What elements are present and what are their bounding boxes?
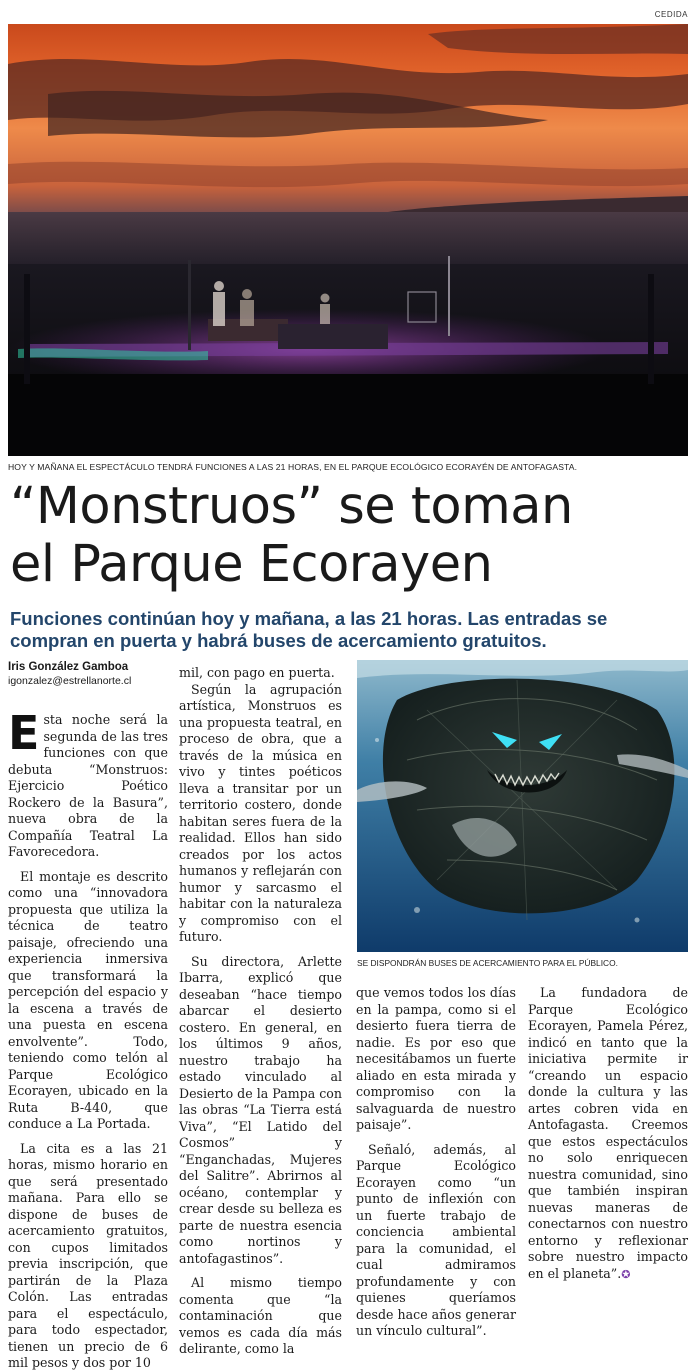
headline-line-2: el Parque Ecorayen <box>10 535 493 594</box>
author-email: igonzalez@estrellanorte.cl <box>8 675 132 687</box>
headline <box>10 478 690 594</box>
article-paragraph: Su directora, Arlette Ibarra, explicó que deseaban “hace tiempo abarcar el desierto costero. En general, en los últimos 9 años, nuestro trabajo ha estado vinculado al Desierto de la Pampa con las obras “La Tierra está Viva”, “El Latido del Cosmos” y “Enganchadas, Mujeres del Salitre”. Abrirnos al océano, contemplar y crear desde su belleza es parte de nuestra esencia como nortinos y antofagastinos”. <box>179 953 342 1266</box>
author-name: Iris González Gamboa <box>8 661 129 673</box>
article-paragraph <box>8 706 168 861</box>
subheadline: Funciones continúan hoy y mañana, a las 21 horas. Las entradas se compran en puerta y habrá buses de acercamiento gratuitos. <box>10 608 608 651</box>
article-paragraph <box>528 985 688 1283</box>
article-paragraph: mil, con pago en puerta. <box>179 665 335 680</box>
photo-sunset-stage <box>8 24 688 456</box>
photo-caption-mid: SE DISPONDRÁN BUSES DE ACERCAMIENTO PARA EL PÚBLICO. <box>357 958 618 968</box>
article-paragraph: Según la agrupación artística, Monstruos es una propuesta teatral, en proceso de obra, que a través de la música en vivo y tintes poéticos lleva a transitar por un territorio costero, donde habitan seres fuera de la realidad. Ellos han sido creados por los actos humanos y reflejarán con humor y sarcasmo el habitar con la naturaleza y compromiso con el futuro. <box>179 681 342 944</box>
trash-monster-illustration <box>357 660 688 952</box>
byline <box>8 660 168 688</box>
article-column-1 <box>8 706 168 1372</box>
article-paragraph: El montaje es descrito como una “innovadora propuesta que utiliza la técnica de teatro paisaje, ofreciendo una experiencia inmersiva que transformará la percepción del espacio y la escena a través de una puesta en escena envolvente”. Todo, teniendo como telón al Parque Ecológico Ecorayen, ubicado en la Ruta B-440, que conduce a La Portada. <box>8 868 168 1131</box>
photo-trash-monster <box>357 660 688 952</box>
article-paragraph: La cita es a las 21 horas, mismo horario en que será presentado mañana. Para ello se dispone de buses de acercamiento gratuitos, con cupos limitados previa inscripción, que partirán de la Plaza Colón. Las entradas para el espectáculo, para todo espectador, tienen un precio de 6 mil pesos y dos por 10 <box>8 1140 168 1370</box>
article-column-4 <box>528 985 688 1283</box>
photo-credit: CEDIDA <box>654 10 688 19</box>
article-paragraph: Al mismo tiempo comenta que “la contaminación que vemos es cada día más delirante, como la <box>179 1275 342 1356</box>
article-paragraph: Señaló, además, al Parque Ecológico Ecorayen como “un punto de inflexión con un fuerte trabajo de conciencia ambiental para la comunidad, el cual admiramos profundamente y con quienes queríamos desde hace años generar un vínculo cultural”. <box>356 1141 516 1338</box>
article-paragraph: que vemos todos los días en la pampa, como si el desierto fuera tierra de nadie. Es por eso que necesitábamos un fuerte aliado en esta mirada y compromiso con la salvaguarda de nuestro paisaje”. <box>356 985 516 1132</box>
article-column-3 <box>356 985 516 1340</box>
headline-line-1: “Monstruos” se toman <box>10 477 573 536</box>
photo-caption-top: HOY Y MAÑANA EL ESPECTÁCULO TENDRÁ FUNCIONES A LAS 21 HORAS, EN EL PARQUE ECOLÓGICO ECORAYÉN DE ANTOFAGASTA. <box>8 462 578 472</box>
paragraph-text: sta noche será la segunda de las tres funciones con que debuta “Monstruos: Ejercicio Poético Rockero de la Basura”, nueva obra de la Compañía Teatral La Favorecedora. <box>8 712 168 859</box>
article-column-2 <box>179 665 342 1358</box>
sunset-stage-illustration <box>8 24 688 456</box>
paragraph-text: La fundadora de Parque Ecológico Ecorayen, Pamela Pérez, indicó en tanto que la iniciativa permite ir “creando un espacio donde la cultura y las artes cobren vida en Antofagasta. Creemos que estos espectáculos no solo enriquecen nuestra comunidad, sino que también inspiran nuevas maneras de conectarnos con nuestro entorno y reflexionar sobre nuestro impacto en el planeta”. <box>528 985 688 1281</box>
drop-cap: E <box>8 706 40 760</box>
end-mark-icon: ✪ <box>621 1267 631 1281</box>
